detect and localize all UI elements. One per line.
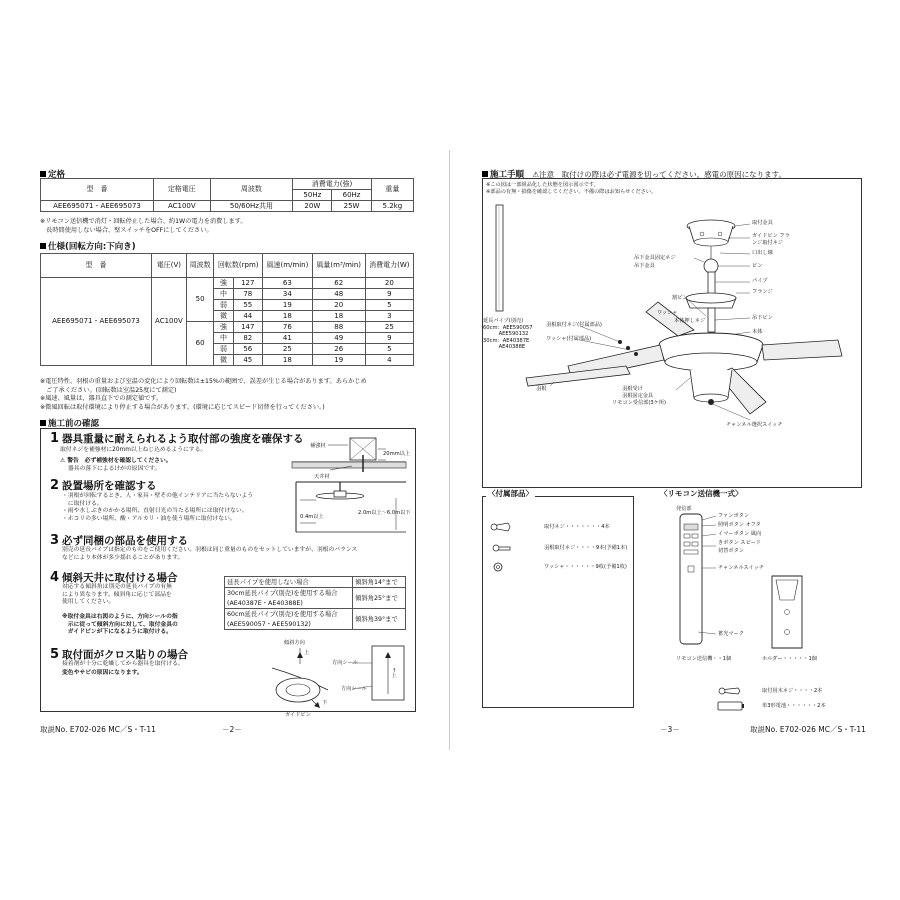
perf-cell: 9 [365, 333, 413, 344]
remote-label-kirikae: 切替ボタン [718, 548, 744, 554]
fig4-ue-label: 上 [304, 650, 310, 656]
fig4-seal2-label: 方向シール [341, 686, 367, 692]
item4-line: により異なります。傾斜角に応じて部品を [62, 591, 172, 598]
item-title-text: 取付面がクロス貼りの場合 [62, 649, 189, 661]
rating-note-line: 長時間使用しない場合、壁スイッチをOFFにしてください。 [40, 226, 213, 234]
item-number: 3 [50, 533, 60, 548]
perf-model: AEE695071・AEE695073 [41, 278, 152, 366]
item-title-text: 設置場所を確認する [62, 480, 157, 492]
fig1-hokyo-label: 補強材 [310, 443, 326, 449]
perf-cell: 微 [214, 311, 233, 322]
perf-cell: 48 [312, 289, 365, 300]
part-item: ワッシャ・・・・・・9枚(予備1枚) [544, 564, 627, 570]
remote-label-remocon-name: リモコン送信機・・1個 [676, 656, 732, 662]
fig4-seal1-label: 方向シール [332, 660, 358, 666]
label-honko: 本体押しネジ [674, 318, 706, 324]
rating-h-voltage: 定格電圧 [154, 179, 211, 201]
item-number: 1 [50, 431, 60, 446]
perf-cell: 19 [262, 300, 312, 311]
slope-condition: 延長パイプを使用しない場合 [225, 577, 353, 588]
perf-cell: 56 [233, 344, 262, 355]
pre-note-line: ※部品の有無・損傷を確認してください。不備の際はお知らせください。 [486, 188, 657, 195]
perf-voltage: AC100V [152, 278, 187, 366]
item5-bold-line: 変色やサビの原因になります。 [62, 670, 143, 676]
label-remocon-rx: リモコン受信部(3ケ所) [612, 400, 667, 406]
fig4-shita-label: 下 [322, 700, 328, 706]
label-kuchi: 口出し線 [752, 250, 773, 256]
pre-note-line: ※この図は一部組品化した状態を図示図示です。 [486, 182, 599, 188]
perf-h-freq: 周波数 [186, 254, 214, 278]
rating-p50: 20W [293, 201, 332, 212]
item4-note-line: ※取付金具は右図のように、方向シールの指 [62, 614, 178, 620]
perf-cell: 中 [214, 333, 233, 344]
part-item: 羽根取付ネジ・・・・9本(予備1本) [544, 545, 628, 551]
right-page-number: －3－ [660, 725, 680, 734]
label-tsuri2: 吊下金具 [634, 263, 655, 269]
perf-cell: 88 [312, 322, 365, 333]
slope-condition-sub: (AE40387E・AE40388E) [225, 598, 353, 609]
label-guide: ガイドピン フラ [752, 233, 790, 239]
ext-pipe-line: 延長パイプ(別売) [483, 318, 524, 324]
item4-line: 使用してください。 [62, 599, 115, 605]
item-number: 2 [50, 478, 60, 493]
perf-section-title: 仕様(回転方向:下向き) [40, 240, 136, 252]
perf-note-line: ※微風回転は取付環境により停止する場合があります。(環境に応じてスピード切替を行ってください。) [40, 403, 325, 411]
perf-cell: 20 [365, 278, 413, 289]
remote-label-timer: イマーボタン 風向 [718, 531, 762, 537]
label-guide2: ンジ取付ネジ [752, 240, 783, 246]
right-page [450, 0, 900, 900]
remote-label-battery: 単3形電池・・・・・・2本 [762, 703, 826, 709]
item1-warning-text: 警告 必ず補強材を確認してください。 [67, 458, 172, 464]
perf-note-line: ※風速、風量は、器具直下での測定値です。 [40, 395, 163, 402]
perf-cell: 25 [262, 344, 312, 355]
remote-label-channel: チャンネルスイッチ [718, 565, 765, 571]
warning-icon: ⚠ [60, 458, 66, 464]
label-pin: ピン [752, 263, 763, 269]
perf-h-speed: 風速(m/min) [262, 254, 312, 278]
perf-freq-50: 50 [186, 278, 214, 322]
slope-angle: 傾斜角25°まで [353, 588, 406, 609]
perf-cell: 78 [233, 289, 262, 300]
remote-label-screw: 取付用木ネジ・・・・2本 [762, 688, 823, 694]
label-waripin: 割ピン [672, 295, 688, 301]
fig2-gap1-label: 0.4m以上 [300, 514, 324, 520]
perf-cell: 82 [233, 333, 262, 344]
rating-note-line: ※リモコン送信機で消灯・回転停止した場合、約1Wの電力を消費します。 [40, 218, 247, 225]
label-hane-neji: 羽根取付ネジ(付属部品) [546, 322, 602, 328]
perf-cell: 44 [233, 311, 262, 322]
rating-p60: 25W [332, 201, 371, 212]
perf-cell: 26 [312, 344, 365, 355]
perf-cell: 18 [262, 311, 312, 322]
slope-condition: 60cm延長パイプ(別売)を使用する場合 [225, 609, 353, 620]
perf-cell: 45 [233, 355, 262, 366]
perf-cell: 中 [214, 289, 233, 300]
item-number: 4 [50, 570, 60, 585]
remote-label-chikko: 蓄光マーク [718, 631, 744, 637]
rating-model: AEE695071・AEE695073 [41, 201, 154, 212]
item1-warning-sub: 器具の落下によるけがの原因です。 [68, 466, 161, 472]
perf-cell: 62 [312, 278, 365, 289]
perf-cell: 41 [262, 333, 312, 344]
item2-line: ・ホコリの多い場所、酸・アルカリ・油を使う場所に取付けない。 [62, 515, 236, 522]
label-hane-kotei: 羽根固定金具 [622, 393, 654, 399]
check-section-title: 施工前の確認 [40, 417, 99, 429]
perf-cell: 18 [312, 311, 365, 322]
page-fold [449, 150, 450, 750]
item-title-text: 傾斜天井に取付ける場合 [62, 572, 178, 584]
remote-illustrations [450, 0, 900, 900]
item2-line: に取付ける。 [62, 500, 103, 507]
perf-freq-60: 60 [186, 322, 214, 366]
parts-title: 〈付属部品〉 [488, 489, 533, 498]
remote-label-hasshin: 発信部 [676, 506, 692, 512]
rating-frequency: 50/60Hz共用 [210, 201, 293, 212]
fig2-gap2-label: 2.0m以上〜6.0m以下 [358, 510, 411, 516]
remote-title-text: リモコン送信機一式 [667, 489, 735, 498]
parts-title-text: 付属部品 [495, 489, 526, 498]
perf-cell: 弱 [214, 344, 233, 355]
perf-cell: 127 [233, 278, 262, 289]
perf-cell: 3 [365, 311, 413, 322]
left-page-number: －2－ [222, 725, 242, 734]
item5-line: 接着剤が十分に乾燥してから器具を取付ける。 [62, 661, 184, 667]
ext-pipe-line: AEE590132 [483, 331, 529, 337]
remote-label-holder-name: ホルダー・・・・・1個 [762, 656, 817, 662]
part-item: 取付ネジ・・・・・・・4本 [544, 524, 610, 530]
item3-line: などにより本体が多少揺れることがあります。 [62, 554, 184, 561]
label-torituke: 取付金具 [752, 220, 773, 226]
perf-cell: 18 [262, 355, 312, 366]
perf-cell: 19 [312, 355, 365, 366]
rating-voltage: AC100V [154, 201, 211, 212]
label-flange: フランジ [752, 289, 773, 295]
label-tsuripin: 吊下ピン [752, 315, 773, 321]
fig4-guide-label: ガイドピン [285, 712, 311, 718]
perf-cell: 9 [365, 289, 413, 300]
item-title-text: 必ず同梱の部品を使用する [62, 535, 189, 547]
perf-cell: 25 [365, 322, 413, 333]
perf-cell: 20 [312, 300, 365, 311]
perf-note-line: ※電圧特性、羽根の重量および室温の変化により回転数は±15%の範囲で、誤差が生じる場合があります。あらかじめ [40, 378, 367, 385]
label-washer2: ワッシャ(付属部品) [546, 336, 592, 342]
label-channel: チャンネル選択スイッチ [726, 422, 783, 428]
perf-h-voltage: 電圧(V) [152, 254, 187, 278]
perf-cell: 5 [365, 300, 413, 311]
perf-cell: 49 [312, 333, 365, 344]
slope-angle: 傾斜角39°まで [353, 609, 406, 630]
rating-h-frequency: 周波数 [210, 179, 293, 201]
perf-cell: 55 [233, 300, 262, 311]
item2-line: ・雨や水しぶきのかかる場所、直射日光の当たる場所には取付けない。 [62, 508, 248, 514]
fig4-arrow-label: ←上 [390, 668, 397, 678]
slope-angle: 傾斜角14°まで [353, 577, 406, 588]
fig4-keisha-label: 傾斜方向 [284, 640, 305, 646]
slope-condition-sub: (AEE590057・AEE590132) [225, 619, 353, 630]
item4-note-line: 示に従って傾斜方向に対して、取付金具の [62, 621, 178, 628]
perf-h-rpm: 回転数(rpm) [214, 254, 263, 278]
item2-line: ・羽根が回転するとき、人・家具・壁その他インテリアに当たらないよう [62, 493, 254, 499]
rating-h-power: 消費電力(強) [293, 179, 371, 190]
item4-line: 対応する傾斜角は別売の延長パイプの有無 [62, 584, 172, 590]
caution-text: ⚠注意 取付けの際は必ず電源を切ってください。感電の原因になります。 [532, 170, 787, 179]
perf-cell: 4 [365, 355, 413, 366]
fig1-tenjo-label: 天井材 [314, 474, 330, 480]
perf-cell: 強 [214, 278, 233, 289]
label-washer: ワッシャ [657, 310, 678, 316]
left-footer-code: 取説No. E702-026 MC／S・T-11 [40, 725, 156, 734]
item3-line: 別売の延長パイプは指定のものをご使用ください。羽根は同じ重量のものをセットしていますが、羽根のバランス [62, 547, 358, 553]
rating-section-title: 定格 [40, 168, 65, 180]
perf-h-power: 消費電力(W) [365, 254, 413, 278]
perf-cell: 強 [214, 322, 233, 333]
label-tsuri1: 吊下金具固定ネジ [634, 255, 676, 261]
label-hane: 羽根 [536, 386, 547, 392]
perf-cell: 63 [262, 278, 312, 289]
remote-title: 〈リモコン送信機一式〉 [660, 489, 743, 498]
perf-cell: 弱 [214, 300, 233, 311]
rating-h-weight: 重量 [371, 179, 413, 201]
perf-h-volume: 風量(m³/min) [312, 254, 365, 278]
item-title-text: 器具重量に耐えられるよう取付部の強度を確保する [62, 433, 304, 445]
item1-line: 取付ネジを補強材に20mm以上ねじ込めるようにする。 [60, 447, 207, 453]
perf-note-line: ご了承ください。(回転数は室温25度にて測定) [40, 386, 177, 394]
ext-pipe-line: AE40388E [483, 344, 526, 350]
perf-cell: 34 [262, 289, 312, 300]
perf-cell: 147 [233, 322, 262, 333]
label-pipe: パイプ [752, 278, 768, 284]
rating-h-60hz: 60Hz [332, 190, 371, 201]
slope-condition: 30cm延長パイプ(別売)を使用する場合 [225, 588, 353, 599]
rating-h-model: 型 番 [41, 179, 154, 201]
ext-pipe-line: 30cm：AE40387E [483, 337, 530, 344]
rating-h-50hz: 50Hz [293, 190, 332, 201]
proc-section-title: 施工手順 [482, 170, 524, 180]
label-honbody: 本体 [752, 329, 763, 335]
right-footer-code: 取説No. E702-026 MC／S・T-11 [750, 725, 866, 734]
item-number: 5 [50, 647, 60, 662]
remote-label-kiri: きボタン スピード [718, 540, 761, 546]
perf-cell: 5 [365, 344, 413, 355]
fig1-depth-label: 20mm以上 [383, 451, 411, 457]
ext-pipe-line: 60cm：AEE590057 [483, 324, 533, 331]
label-hane-uke: 羽根受け [622, 386, 643, 392]
remote-label-fan: ファンボタン [718, 513, 750, 519]
perf-cell: 76 [262, 322, 312, 333]
perf-cell: 微 [214, 355, 233, 366]
item4-note-line: ガイドピンが下になるように取付ける。 [62, 629, 172, 635]
rating-weight: 5.2kg [371, 201, 413, 212]
perf-h-model: 型 番 [41, 254, 152, 278]
remote-label-light: 照明ボタン オフタ [718, 522, 761, 528]
